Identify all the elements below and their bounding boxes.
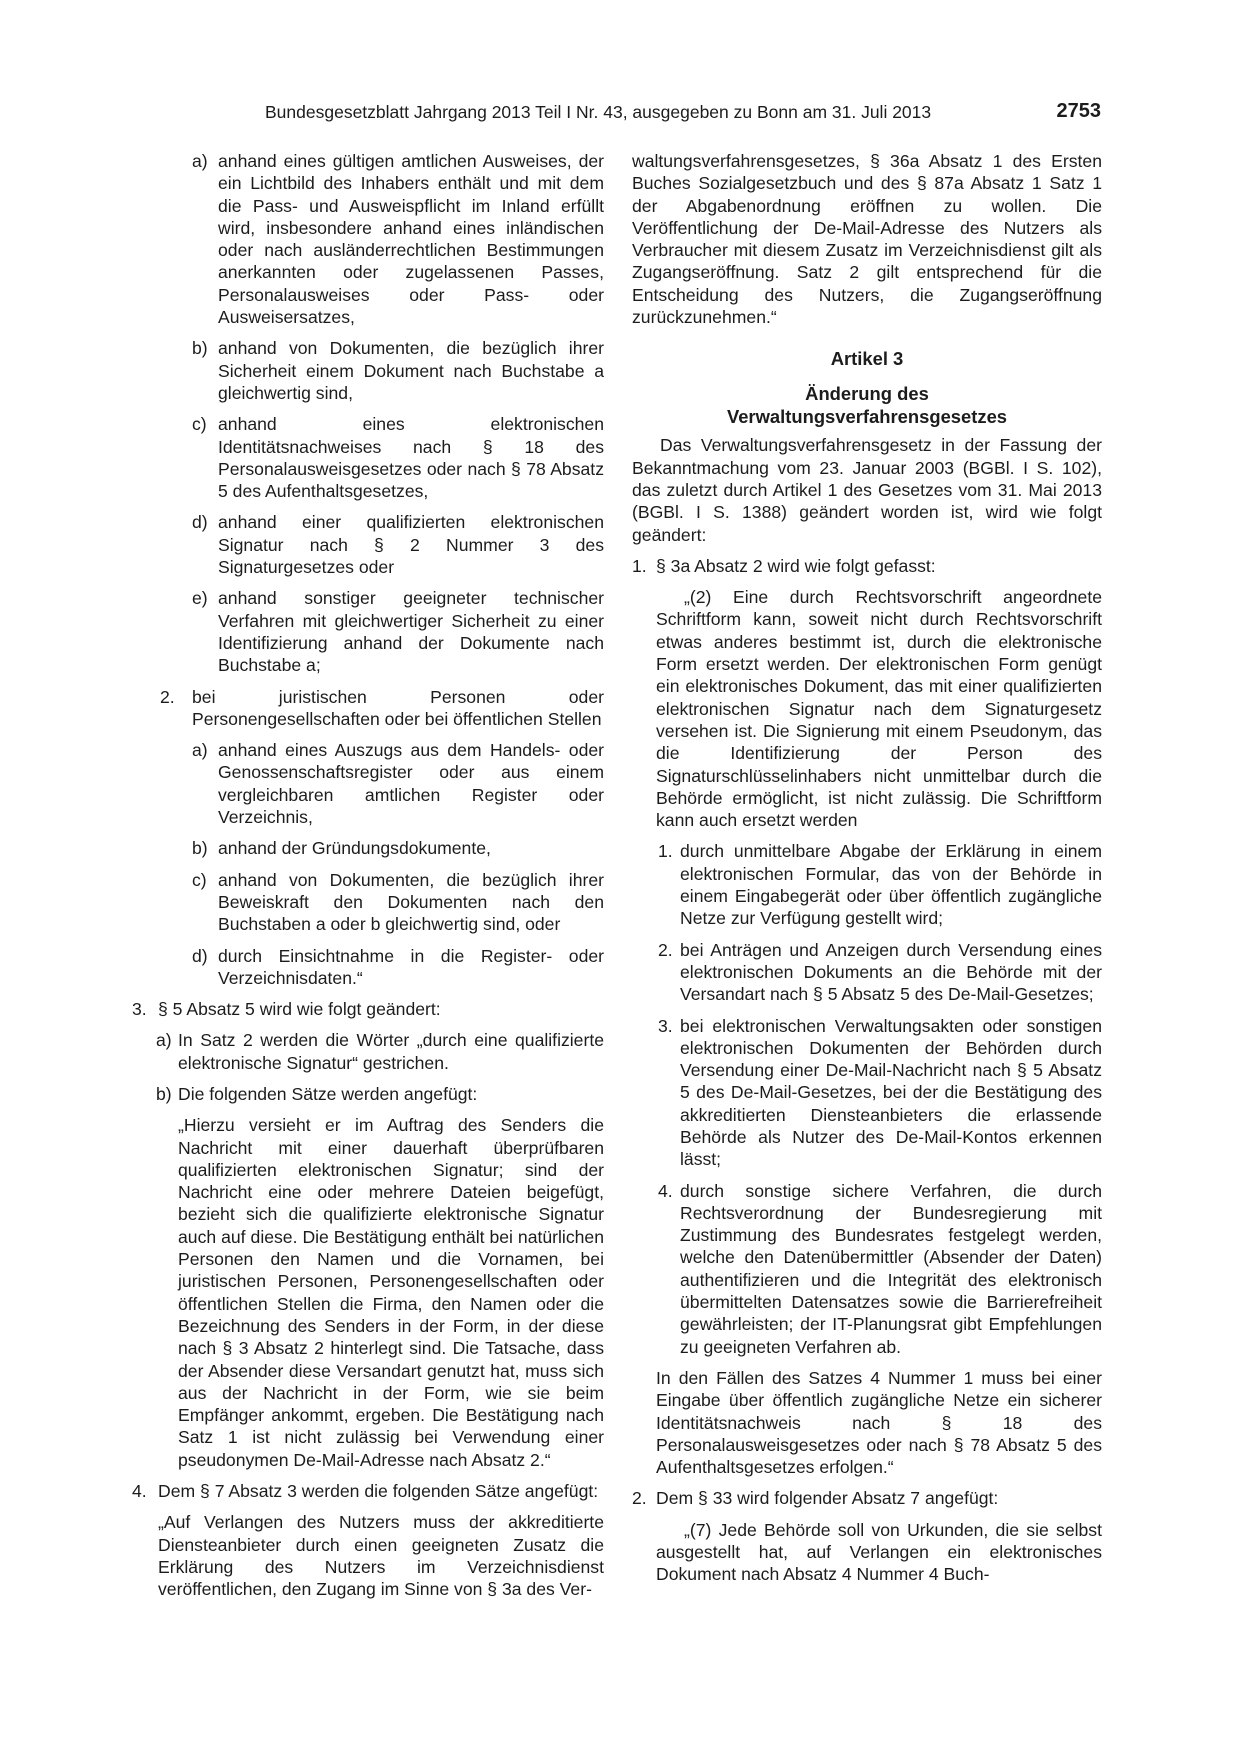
item-text: § 3a Absatz 2 wird wie folgt gefasst: bbox=[656, 555, 936, 576]
item-text: durch Einsichtnahme in die Register- oder Verzeichnisdaten.“ bbox=[218, 945, 604, 988]
article-intro: Das Verwaltungsverfahrensgesetz in der Fassung der Bekanntmachung vom 23. Januar 2003 (BGBl. I S. 102), das zuletzt durch Artikel 1 des Gesetzes vom 31. Mai 2013 (BGBl. I S. 1388) geändert worden ist, wird wie folgt geändert: bbox=[632, 435, 1102, 545]
item-text: anhand sonstiger geeigneter technischer Verfahren mit gleichwertiger Sicherheit zu einer Identifizierung anhand der Dokumente nach Buchstabe a; bbox=[218, 588, 604, 676]
item-text: Dem § 33 wird folgender Absatz 7 angefügt: bbox=[656, 1488, 999, 1509]
list-item bbox=[632, 1015, 1102, 1171]
item-label: 1. bbox=[658, 841, 673, 862]
quoted-text: „Hierzu versieht er im Auftrag des Senders die Nachricht mit einer dauerhaft überprüfbaren qualifizierten elektronischen Signatur; sind der Nachricht eine oder mehrere Dateien beigefügt, bezieht sich die qualifizierte elektronische Signatur auch auf diese. Die Bestätigung enthält bei natürlichen Personen den Namen und die Vornamen, bei juristischen Personen, Personengesellschaften oder öffentlichen Stellen die Firma, den Namen oder die Bezeichnung des Senders in der Form, in der diese nach § 3 Absatz 2 hinterlegt sind. Die Tatsache, dass der Absender diese Versandart genutzt hat, muss sich aus der Nachricht in der Form, wie sie beim Empfänger ankommt, ergeben. Die Bestätigung nach Satz 1 ist nicht zulässig bei Verwendung einer pseudonymen De-Mail-Adresse nach Absatz 2.“ bbox=[178, 1115, 604, 1470]
item-label: c) bbox=[192, 414, 207, 435]
item-text: Dem § 7 Absatz 3 werden die folgenden Sätze angefügt: bbox=[158, 1481, 599, 1502]
item-label: 2. bbox=[160, 686, 175, 707]
list-item bbox=[132, 511, 604, 578]
list-item bbox=[132, 837, 604, 859]
item-label: d) bbox=[192, 512, 208, 533]
item-text: anhand eines elektronischen Identitätsnachweises nach § 18 des Personalausweisgesetzes oder nach § 78 Absatz 5 des Aufenthaltsgesetzes, bbox=[218, 414, 604, 502]
item-label: b) bbox=[192, 338, 208, 359]
item-label: d) bbox=[192, 945, 208, 966]
item-label: 2. bbox=[658, 939, 673, 960]
list-item bbox=[132, 337, 604, 404]
list-item bbox=[132, 1480, 604, 1502]
item-text: anhand eines gültigen amtlichen Ausweises, der ein Lichtbild des Inhabers enthält und mit dem die Pass- und Ausweispflicht im Inland erfüllt wird, insbesondere anhand eines inländischen oder nach ausländerrechtlichen Bestimmungen anerkannten oder zugelassenen Passes, Personalausweises oder Pass- oder Ausweisersatzes, bbox=[218, 151, 604, 328]
list-item bbox=[632, 840, 1102, 929]
list-item bbox=[632, 939, 1102, 1006]
item-label: 4. bbox=[132, 1481, 147, 1502]
item-label: c) bbox=[192, 869, 207, 890]
item-text: anhand der Gründungsdokumente, bbox=[218, 838, 491, 859]
gazette-header-title: Bundesgesetzblatt Jahrgang 2013 Teil I Nr. 43, ausgegeben zu Bonn am 31. Juli 2013 bbox=[265, 102, 932, 122]
list-item bbox=[132, 587, 604, 676]
article-number: Artikel 3 bbox=[830, 348, 904, 370]
item-label: 3. bbox=[658, 1015, 673, 1036]
list-item bbox=[132, 1029, 604, 1074]
item-text: durch unmittelbare Abgabe der Erklärung in einem elektronischen Formular, das von der Behörde in einem Eingabegerät oder über öffentlich zugängliche Netze zur Verfügung gestellt wird; bbox=[680, 841, 1102, 929]
item-label: 1. bbox=[632, 555, 647, 576]
page-header bbox=[265, 102, 1101, 130]
list-item bbox=[632, 555, 1102, 577]
quoted-text: „(7) Jede Behörde soll von Urkunden, die sie selbst ausgestellt hat, auf Verlangen ein elektronisches Dokument nach Absatz 4 Nummer 4 Buch- bbox=[656, 1519, 1102, 1585]
list-item bbox=[132, 413, 604, 502]
list-item bbox=[632, 1180, 1102, 1358]
article-title-line-1: Änderung des bbox=[805, 383, 929, 405]
right-column bbox=[632, 150, 1102, 1595]
item-label: 2. bbox=[632, 1488, 647, 1509]
list-item bbox=[132, 150, 604, 328]
item-label: a) bbox=[156, 1030, 172, 1051]
list-item bbox=[132, 739, 604, 828]
item-label: 4. bbox=[658, 1180, 673, 1201]
item-text: bei Anträgen und Anzeigen durch Versendung eines elektronischen Dokuments an die Behörde mit der Versandart nach § 5 Absatz 5 des De-Mail-Gesetzes; bbox=[680, 939, 1102, 1005]
item-text: anhand von Dokumenten, die bezüglich ihrer Sicherheit einem Dokument nach Buchstabe a gleichwertig sind, bbox=[218, 338, 604, 403]
item-text: § 5 Absatz 5 wird wie folgt geändert: bbox=[158, 999, 441, 1020]
left-column bbox=[132, 150, 604, 1610]
item-text: anhand eines Auszugs aus dem Handels- oder Genossenschaftsregister oder aus einem vergleichbaren amtlichen Register oder Verzeichnis, bbox=[218, 740, 604, 828]
item-text: durch sonstige sichere Verfahren, die durch Rechtsverordnung der Bundesregierung mit Zustimmung des Bundesrates festgelegt werden, welche den Datenübermittler (Absender der Daten) authentifizieren und die Integrität des elektronisch übermittelten Datensatzes sowie die Barrierefreiheit gewährleisten; der IT-Planungsrat gibt Empfehlungen zu geeigneten Verfahren ab. bbox=[680, 1180, 1102, 1357]
list-item bbox=[132, 1083, 604, 1105]
article-title-line-2: Verwaltungsverfahrensgesetzes bbox=[726, 406, 1008, 428]
page-number: 2753 bbox=[1056, 100, 1101, 122]
list-item bbox=[132, 686, 604, 731]
list-item bbox=[132, 945, 604, 990]
item-text: anhand einer qualifizierten elektronischen Signatur nach § 2 Nummer 3 des Signaturgesetzes oder bbox=[218, 512, 604, 578]
quoted-text: „(2) Eine durch Rechtsvorschrift angeordnete Schriftform kann, soweit nicht durch Rechtsvorschrift etwas anderes bestimmt ist, durch die elektronische Form ersetzt werden. Der elektronischen Form genügt ein elektronisches Dokument, das mit einer qualifizierten elektronischen Signatur nach dem Signaturgesetz versehen ist. Die Signierung mit einem Pseudonym, das die Identifizierung der Person des Signaturschlüsselinhabers nicht unmittelbar durch die Behörde ermöglicht, ist nicht zulässig. Die Schriftform kann auch ersetzt werden bbox=[656, 587, 1102, 831]
item-text: In Satz 2 werden die Wörter „durch eine qualifizierte elektronische Signatur“ gestrichen. bbox=[178, 1030, 604, 1073]
item-label: e) bbox=[192, 588, 208, 609]
list-item bbox=[132, 998, 604, 1020]
item-label: b) bbox=[192, 838, 208, 859]
quoted-text: waltungsverfahrensgesetzes, § 36a Absatz 1 des Ersten Buches Sozialgesetzbuch und des § 87a Absatz 1 Satz 1 der Abgabenordnung eröffnen zu wollen. Die Veröffentlichung der De-Mail-Adresse des Nutzers als Verbraucher mit diesem Zusatz im Verzeichnisdienst gilt als Zugangseröffnung. Satz 2 gilt entsprechend für die Entscheidung des Nutzers, die Zugangseröffnung zurückzunehmen.“ bbox=[632, 151, 1102, 328]
item-label: a) bbox=[192, 151, 208, 171]
list-item bbox=[132, 869, 604, 936]
item-text: anhand von Dokumenten, die bezüglich ihrer Beweiskraft den Dokumenten nach den Buchstaben a oder b gleichwertig sind, oder bbox=[218, 869, 604, 935]
item-text: Die folgenden Sätze werden angefügt: bbox=[178, 1083, 478, 1104]
item-text: bei juristischen Personen oder Personengesellschaften oder bei öffentlichen Stellen bbox=[192, 686, 604, 729]
list-item bbox=[632, 1487, 1102, 1509]
item-label: 3. bbox=[132, 999, 147, 1020]
item-label: a) bbox=[192, 740, 208, 761]
quoted-text: „Auf Verlangen des Nutzers muss der akkreditierte Diensteanbieter durch einen geeigneten Zusatz die Erklärung des Nutzers im Verzeichnisdienst veröffentlichen, den Zugang im Sinne von § 3a des Ver- bbox=[158, 1512, 604, 1600]
quoted-text: In den Fällen des Satzes 4 Nummer 1 muss bei einer Eingabe über öffentlich zugängliche Netze ein sicherer Identitätsnachweis nach § 18 des Personalausweisgesetzes oder nach § 78 Absatz 5 des Aufenthaltsgesetzes erfolgen.“ bbox=[656, 1367, 1102, 1478]
item-text: bei elektronischen Verwaltungsakten oder sonstigen elektronischen Dokumenten der Behörden durch Versendung einer De-Mail-Nachricht nach § 5 Absatz 5 des De-Mail-Gesetzes, bei der die Bestätigung des akkreditierten Diensteanbieters die erlassende Behörde als Nutzer des De-Mail-Kontos erkennen lässt; bbox=[680, 1015, 1102, 1170]
item-label: b) bbox=[156, 1083, 172, 1104]
